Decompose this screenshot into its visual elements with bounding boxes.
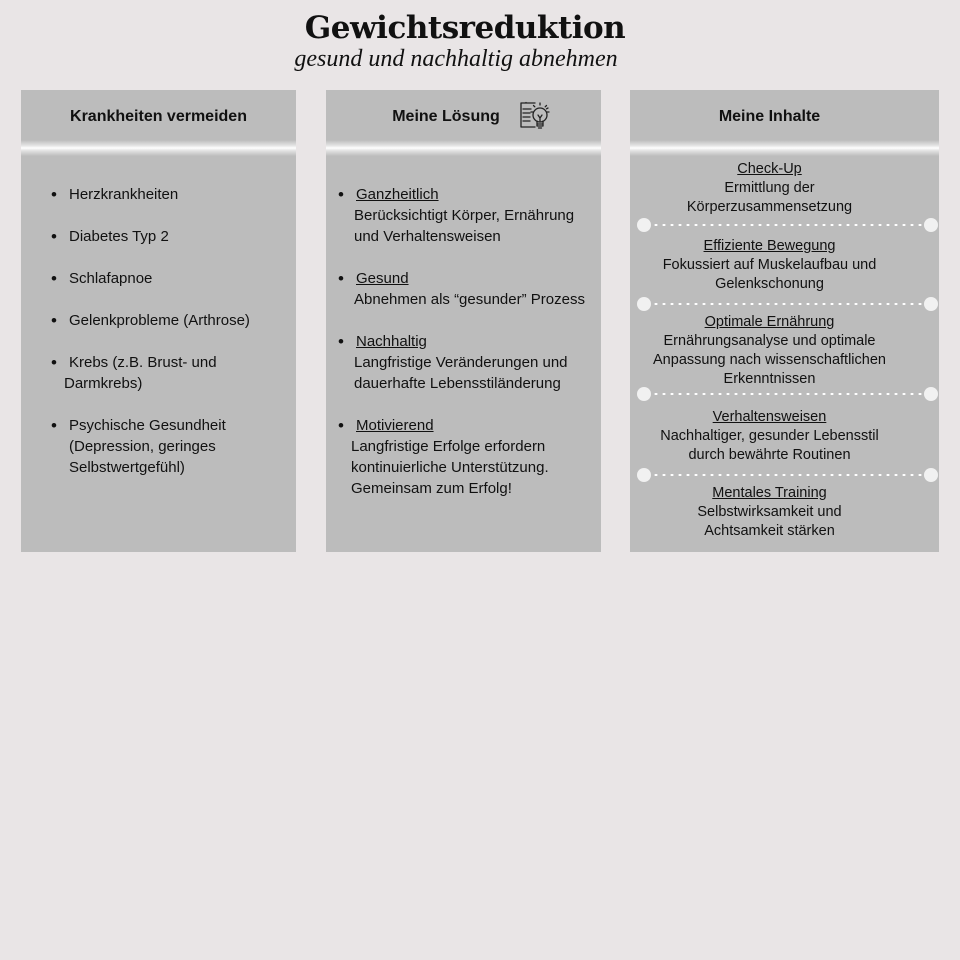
column-krankheiten-vermeiden: [21, 90, 296, 552]
dotted-separator: [637, 387, 938, 401]
column-title: Krankheiten vermeiden: [70, 108, 247, 125]
disease-list: [49, 184, 289, 499]
list-item: • Herzkrankheiten: [49, 184, 289, 205]
content-item-bewegung: Effiziente Bewegung Fokussiert auf Muskelaufbau und Gelenkschonung: [662, 238, 877, 292]
page-subtitle: gesund und nachhaltig abnehmen: [294, 46, 618, 72]
dotted-separator: [637, 468, 938, 482]
list-item: • Krebs (z.B. Brust- und Darmkrebs): [49, 352, 289, 394]
column-meine-inhalte: [630, 90, 939, 552]
dotted-separator: [637, 218, 938, 232]
glow-divider: [326, 140, 601, 156]
content-item-ernaehrung: Optimale Ernährung Ernährungsanalyse und optimale Anpassung nach wissenschaftlichen Erkenntnissen: [653, 314, 886, 387]
list-item: • Psychische Gesundheit (Depression, geringes Selbstwertgefühl): [49, 415, 289, 478]
column-title: Meine Inhalte: [718, 108, 821, 125]
list-item: • Gelenkprobleme (Arthrose): [49, 310, 289, 331]
column-title: Meine Lösung: [392, 108, 500, 125]
content-item-mentales-training: Mentales Training Selbstwirksamkeit und Achtsamkeit stärken: [697, 485, 842, 539]
lightbulb-document-icon: [516, 98, 554, 134]
content-item-check-up: Check-Up Ermittlung der Körperzusammensetzung: [686, 161, 853, 215]
list-item: • Motivierend Langfristige Erfolge erfordern kontinuierliche Unterstützung. Gemeinsam zum Erfolg!: [336, 415, 598, 499]
glow-divider: [21, 140, 296, 156]
solution-list: [336, 184, 598, 520]
list-item: • Diabetes Typ 2: [49, 226, 289, 247]
page-title: Gewichtsreduktion: [304, 10, 626, 46]
list-item: • Ganzheitlich Berücksichtigt Körper, Ernährung und Verhaltensweisen: [336, 184, 598, 247]
content-item-verhaltensweisen: Verhaltensweisen Nachhaltiger, gesunder Lebensstil durch bewährte Routinen: [660, 409, 879, 463]
list-item: • Gesund Abnehmen als “gesunder” Prozess: [336, 268, 598, 310]
dotted-separator: [637, 297, 938, 311]
glow-divider: [630, 140, 939, 156]
list-item: • Schlafapnoe: [49, 268, 289, 289]
column-meine-loesung: [326, 90, 601, 552]
list-item: • Nachhaltig Langfristige Veränderungen und dauerhafte Lebensstiländerung: [336, 331, 598, 394]
